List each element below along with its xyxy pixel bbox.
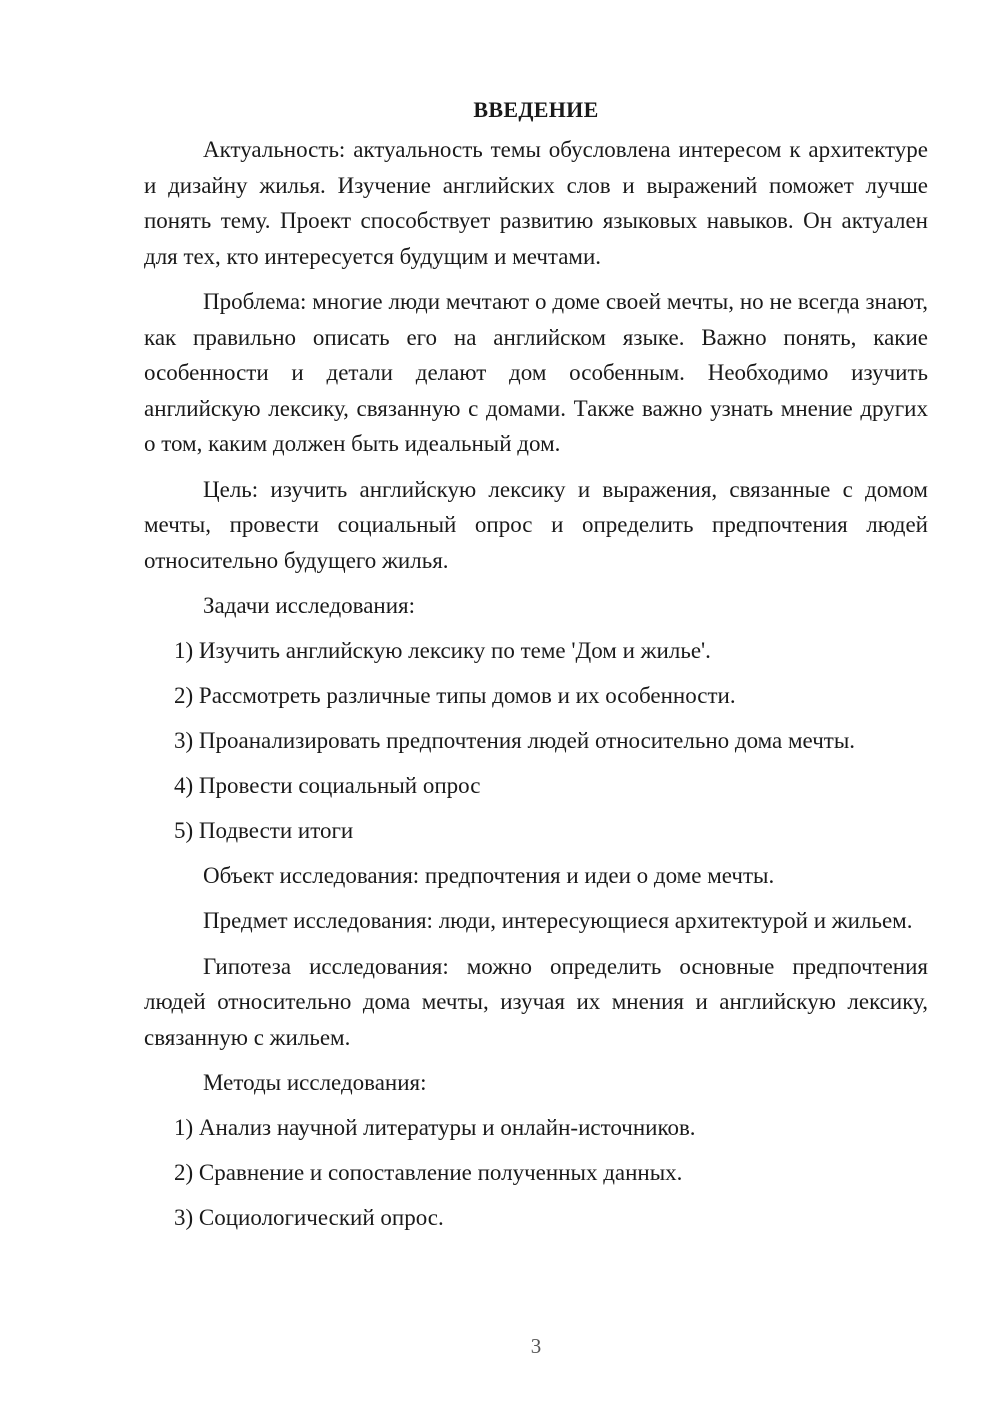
task-item-3: 3) Проанализировать предпочтения людей относительно дома мечты. (174, 728, 856, 753)
method-item-3: 3) Социологический опрос. (174, 1205, 444, 1230)
hypothesis-paragraph: Гипотеза исследования: можно определить основные предпочтения людей относительно дома мечты, изучая их мнения и английскую лексику, связанную с жильем. (144, 953, 928, 1050)
task-item-1: 1) Изучить английскую лексику по теме 'Дом и жилье'. (174, 638, 711, 663)
page-title: ВВЕДЕНИЕ (473, 97, 599, 122)
page-content (144, 92, 928, 1245)
goal-paragraph: Цель: изучить английскую лексику и выражения, связанные с домом мечты, провести социальный опрос и определить предпочтения людей относительно будущего жилья. (144, 476, 928, 573)
subject-paragraph: Предмет исследования: люди, интересующиеся архитектурой и жильем. (203, 908, 913, 933)
method-item-1: 1) Анализ научной литературы и онлайн-источников. (174, 1115, 696, 1140)
object-paragraph: Объект исследования: предпочтения и идеи о доме мечты. (203, 863, 775, 888)
relevance-paragraph: Актуальность: актуальность темы обусловлена интересом к архитектуре и дизайну жилья. Изучение английских слов и выражений поможет лучше понять тему. Проект способствует развитию языковых навыков. Он актуален для тех, кто интересуется будущим и мечтами. (144, 137, 928, 269)
task-item-2: 2) Рассмотреть различные типы домов и их особенности. (174, 683, 736, 708)
task-item-4: 4) Провести социальный опрос (174, 773, 481, 798)
tasks-heading: Задачи исследования: (203, 593, 416, 618)
methods-heading: Методы исследования: (203, 1070, 427, 1095)
task-item-5: 5) Подвести итоги (174, 818, 354, 843)
problem-paragraph: Проблема: многие люди мечтают о доме своей мечты, но не всегда знают, как правильно описать его на английском языке. Важно понять, какие особенности и детали делают дом особенным. Необходимо изучить английскую лексику, связанную с домами. Также важно узнать мнение других о том, каким должен быть идеальный дом. (144, 289, 928, 456)
method-item-2: 2) Сравнение и сопоставление полученных данных. (174, 1160, 683, 1185)
page-number: 3 (530, 1334, 542, 1358)
